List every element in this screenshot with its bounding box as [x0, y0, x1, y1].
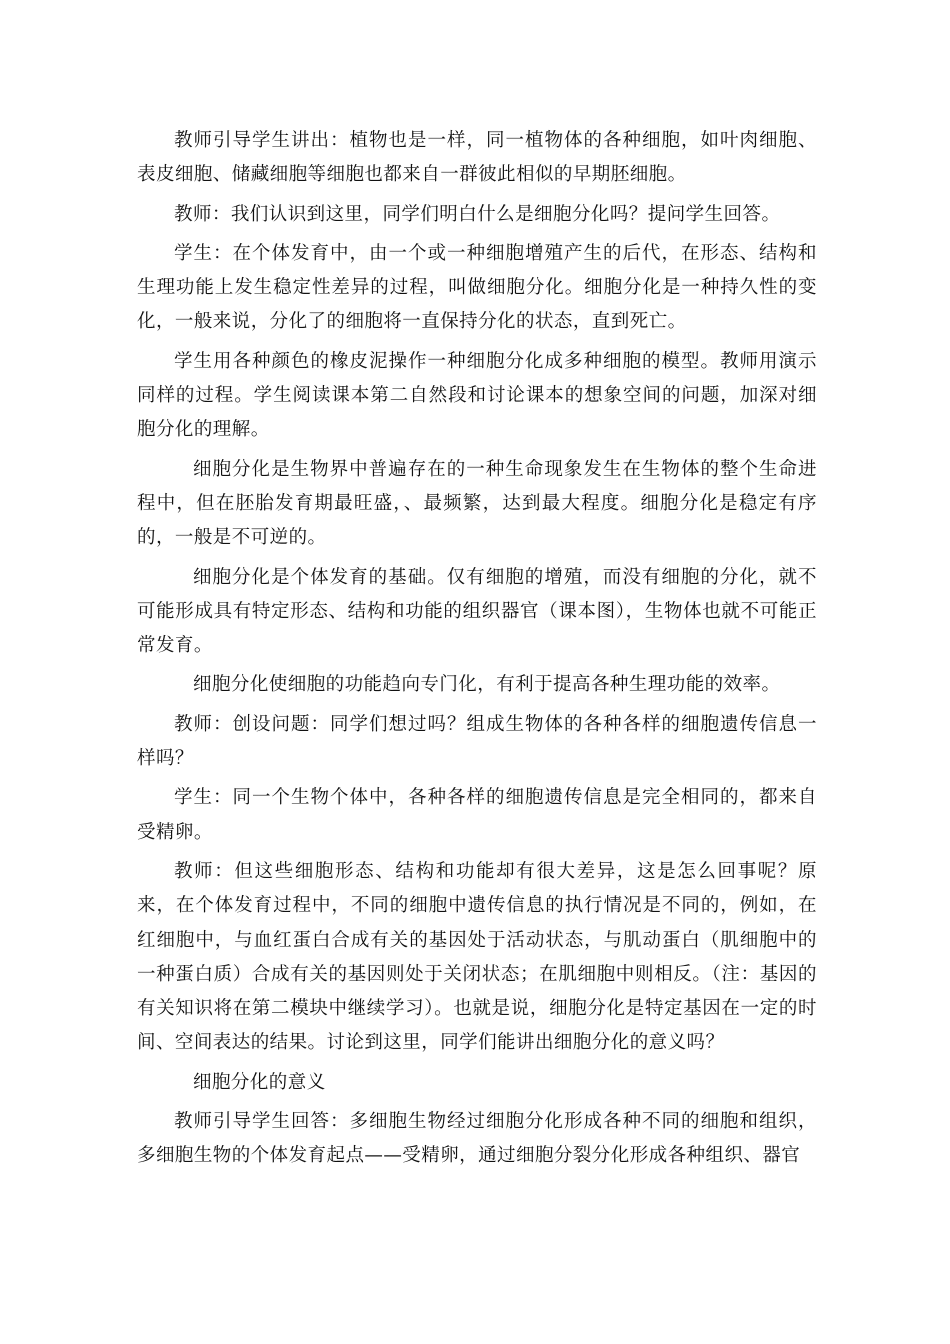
paragraph-student-definition: 学生：在个体发育中，由一个或一种细胞增殖产生的后代，在形态、结构和生理功能上发生稳定性差异的过程，叫做细胞分化。细胞分化是一种持久性的变化，一般来说，分化了的细胞将一直保持分化的状态，直到死亡。	[137, 242, 817, 333]
paragraph-teacher-question: 教师：我们认识到这里，同学们明白什么是细胞分化吗？提问学生回答。	[174, 203, 781, 225]
body-text	[137, 124, 817, 1179]
paragraph-development-basis: 细胞分化是个体发育的基础。仅有细胞的增殖，而没有细胞的分化，就不可能形成具有特定形态、结构和功能的组织器官（课本图），生物体也就不可能正常发育。	[137, 566, 817, 657]
paragraph-teacher-genetic-question: 教师：创设问题：同学们想过吗？组成生物体的各种各样的细胞遗传信息一样吗？	[137, 713, 817, 770]
paragraph-student-genetic-answer: 学生：同一个生物个体中，各种各样的细胞遗传信息是完全相同的，都来自受精卵。	[137, 787, 817, 843]
paragraph-specialization: 细胞分化使细胞的功能趋向专门化，有利于提高各种生理功能的效率。	[193, 674, 781, 696]
section-heading-significance: 细胞分化的意义	[193, 1071, 326, 1093]
paragraph-gene-expression: 教师：但这些细胞形态、结构和功能却有很大差异，这是怎么回事呢？原来，在个体发育过程中，不同的细胞中遗传信息的执行情况是不同的，例如，在红细胞中，与血红蛋白合成有关的基因处于活动状态，与肌动蛋白（肌细胞中的一种蛋白质）合成有关的基因则处于关闭状态；在肌细胞中则相反。（注：基因的有关知识将在第二模块中继续学习）。也就是说，细胞分化是特定基因在一定的时间、空间表达的结果。讨论到这里，同学们能讲出细胞分化的意义吗？	[137, 860, 817, 1054]
paragraph-plant-cells: 教师引导学生讲出：植物也是一样，同一植物体的各种细胞，如叶肉细胞、表皮细胞、储藏细胞等细胞也都来自一群彼此相似的早期胚细胞。	[137, 130, 817, 186]
paragraph-significance-answer: 教师引导学生回答：多细胞生物经过细胞分化形成各种不同的细胞和组织，多细胞生物的个体发育起点——受精卵，通过细胞分裂分化形成各种组织、器官	[137, 1111, 817, 1167]
paragraph-universal-phenomenon: 细胞分化是生物界中普遍存在的一种生命现象发生在生物体的整个生命进程中，但在胚胎发育期最旺盛，、最频繁，达到最大程度。细胞分化是稳定有序的，一般是不可逆的。	[137, 458, 817, 549]
paragraph-model-activity: 学生用各种颜色的橡皮泥操作一种细胞分化成多种细胞的模型。教师用演示同样的过程。学生阅读课本第二自然段和讨论课本的想象空间的问题，加深对细胞分化的理解。	[137, 350, 817, 441]
